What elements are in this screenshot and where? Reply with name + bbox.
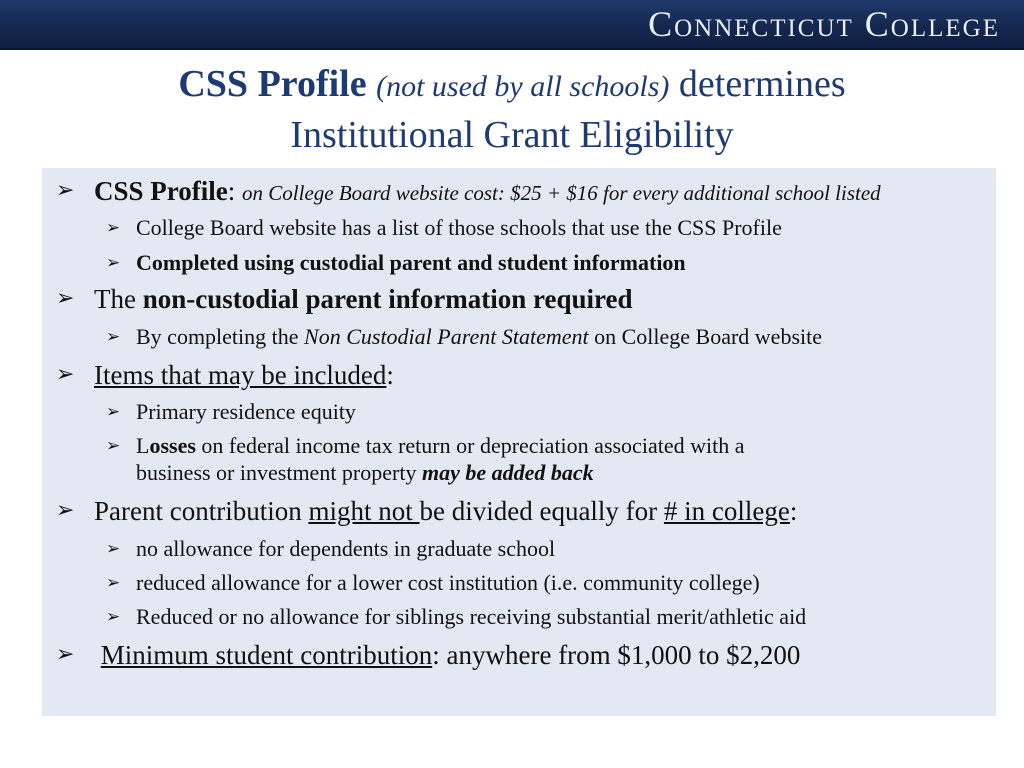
bullet-text: no allowance for dependents in graduate school bbox=[136, 536, 556, 561]
bullet-underlined-text: # in college bbox=[663, 496, 790, 526]
bullet-text: Primary residence equity bbox=[136, 399, 356, 424]
bullet-text: By completing the bbox=[136, 324, 305, 349]
content-box bbox=[42, 168, 996, 716]
arrow-bullet-icon: ➢ bbox=[106, 573, 121, 593]
bullet-bold-text: osses bbox=[149, 433, 196, 458]
arrow-bullet-icon: ➢ bbox=[56, 178, 75, 203]
bullet-underlined-text: Minimum student contribution bbox=[100, 640, 433, 670]
title-css-profile: CSS Profile bbox=[178, 63, 367, 105]
arrow-bullet-icon: ➢ bbox=[106, 607, 121, 627]
bullet-underlined-text: Items that may be included bbox=[94, 360, 387, 390]
bullet-text: College Board website has a list of those schools that use the CSS Profile bbox=[136, 215, 782, 240]
bullet-text: reduced allowance for a lower cost institution (i.e. community college) bbox=[136, 570, 760, 595]
bullet-text: on College Board website bbox=[588, 324, 822, 349]
bullet-text: Completed using custodial parent and student information bbox=[136, 250, 686, 275]
title-note: (not used by all schools) bbox=[376, 70, 670, 103]
arrow-bullet-icon: ➢ bbox=[106, 218, 121, 238]
bullet-text: The bbox=[94, 284, 143, 314]
bullet-text: Parent contribution bbox=[94, 496, 309, 526]
bullet-text: L bbox=[136, 433, 150, 458]
title-determines: determines bbox=[678, 63, 846, 105]
college-wordmark: Connecticut College bbox=[648, 4, 1000, 44]
arrow-bullet-icon: ➢ bbox=[56, 286, 75, 311]
header-bar bbox=[0, 0, 1024, 50]
bullet-text: on federal income tax return or depreciation associated with a bbox=[195, 433, 745, 458]
arrow-bullet-icon: ➢ bbox=[56, 362, 75, 387]
arrow-bullet-icon: ➢ bbox=[106, 436, 121, 456]
bullet-text: Reduced or no allowance for siblings receiving substantial merit/athletic aid bbox=[136, 604, 807, 629]
ncp-statement-name: Non Custodial Parent Statement bbox=[304, 324, 589, 349]
css-profile-detail: on College Board website cost: $25 + $16 for every additional school listed bbox=[242, 181, 881, 205]
arrow-bullet-icon: ➢ bbox=[106, 327, 121, 347]
css-profile-label: CSS Profile bbox=[94, 176, 228, 206]
bullet-text bbox=[94, 640, 101, 670]
bullet-text: business or investment property bbox=[136, 460, 422, 485]
slide-title bbox=[0, 60, 1024, 159]
bullet-text: : bbox=[789, 496, 798, 526]
arrow-bullet-icon: ➢ bbox=[56, 642, 75, 667]
arrow-bullet-icon: ➢ bbox=[106, 402, 121, 422]
colon: : bbox=[227, 176, 243, 206]
bullet-underlined-text: might not bbox=[308, 496, 420, 526]
bullet-bold-text: non-custodial parent information required bbox=[142, 284, 633, 314]
may-be-added-back: may be added back bbox=[421, 460, 594, 485]
title-line-1 bbox=[0, 60, 1024, 111]
bullet-text: be divided equally for bbox=[419, 496, 664, 526]
bullet-text: : anywhere from $1,000 to $2,200 bbox=[432, 640, 801, 670]
arrow-bullet-icon: ➢ bbox=[106, 539, 121, 559]
title-line-2: Institutional Grant Eligibility bbox=[290, 114, 734, 156]
arrow-bullet-icon: ➢ bbox=[106, 253, 121, 273]
bullet-losses-continued bbox=[136, 460, 594, 486]
bullet-text: : bbox=[386, 360, 394, 390]
arrow-bullet-icon: ➢ bbox=[56, 498, 75, 523]
